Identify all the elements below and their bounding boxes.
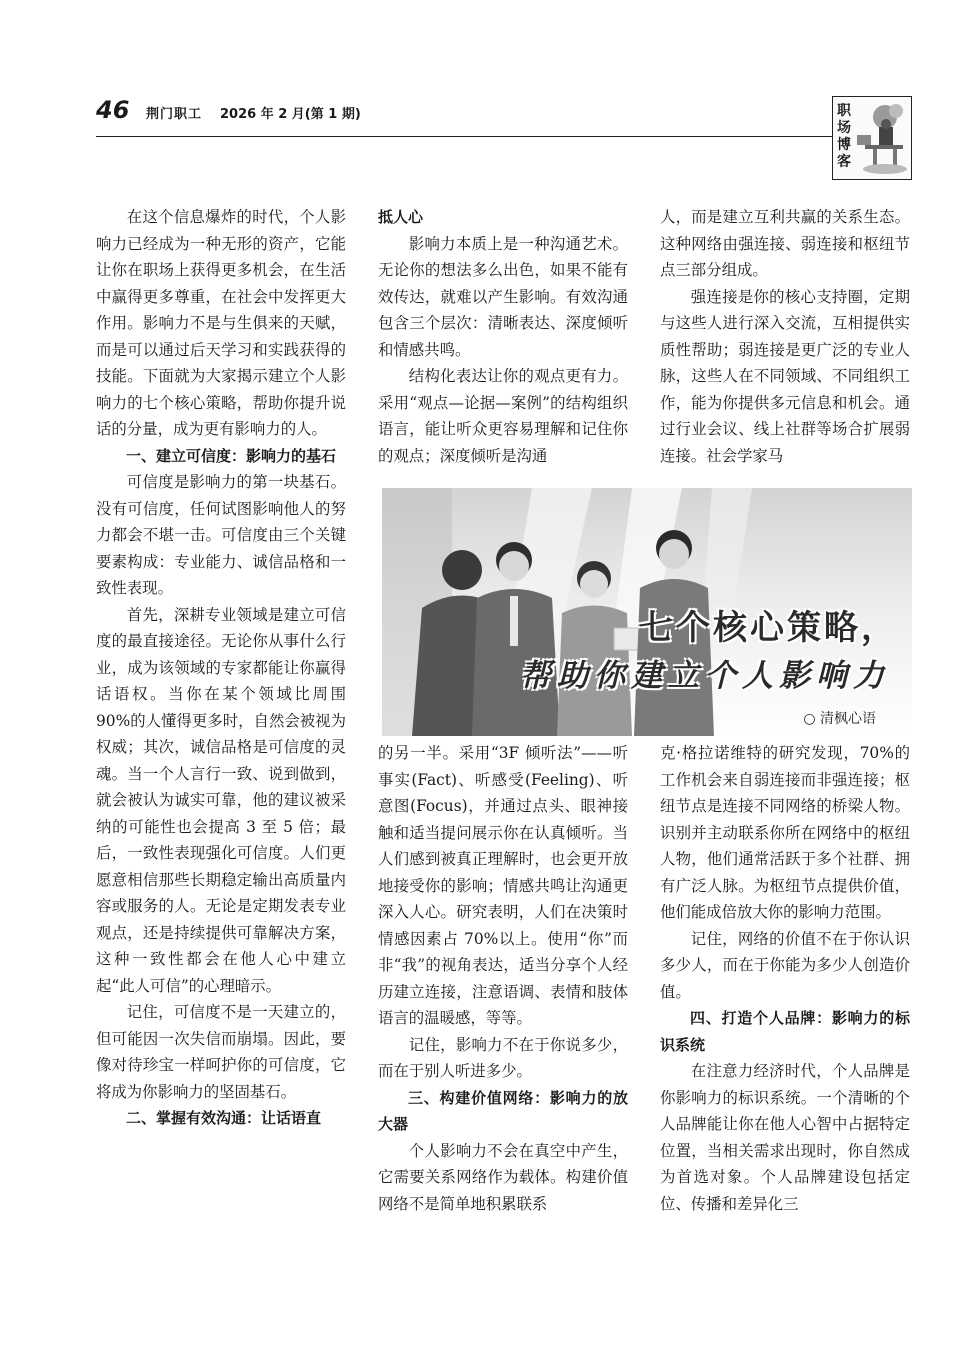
column-badge-label: 职场博客 (837, 103, 851, 170)
paragraph: 克·格拉诺维特的研究发现，70%的工作机会来自弱连接而非强连接；枢纽节点是连接不同网络的桥梁人物。识别并主动联系你所在网络中的枢纽人物，他们通常活跃于多个社群、拥有广泛人脉。为枢纽节点提供价值，他们能成倍放大你的影响力范围。 (660, 744, 910, 921)
column-2-bottom (378, 740, 628, 1217)
column-3-top (660, 204, 910, 469)
column-3-bottom (660, 740, 910, 1217)
office-worker-icon (833, 97, 911, 179)
paragraph: 个人影响力不会在真空中产生，它需要关系网络作为载体。构建价值网络不是简单地积累联系 (378, 1141, 628, 1213)
paragraph: 记住，网络的价值不在于你认识多少人，而在于你能为多少人创造价值。 (660, 929, 910, 1001)
paragraph: 影响力本质上是一种沟通艺术。无论你的想法多么出色，如果不能有效传达，就难以产生影响。有效沟通包含三个层次：清晰表达、深度倾听和情感共鸣。 (378, 234, 628, 359)
section-heading-2: 二、掌握有效沟通：让话语直 (126, 1109, 322, 1127)
paragraph: 的另一半。采用“3F 倾听法”——听事实(Fact)、听感受(Feeling)、听意图(Focus)，并通过点头、眼神接触和适当提问展示你在认真倾听。当人们感到被真正理解时，也会更开放地接受你的影响；情感共鸣让沟通更深入人心。研究表明，人们在决策时情感因素占 70%以上。使用“你”而非“我”的视角表达，适当分享个人经历建立连接，注意语调、表情和肢体语言的温暖感，等等。 (378, 744, 628, 1027)
column-2-top (378, 204, 628, 469)
paragraph: 在这个信息爆炸的时代，个人影响力已经成为一种无形的资产，它能让你在职场上获得更多机会，在生活中赢得更多尊重，在社会中发挥更大作用。影响力不是与生俱来的天赋，而是可以通过后天学习和实践获得的技能。下面就为大家揭示建立个人影响力的七个核心策略，帮助你提升说话的分量，成为更有影响力的人。 (96, 208, 346, 438)
paragraph: 记住，可信度不是一天建立的，但可能因一次失信而崩塌。因此，要像对待珍宝一样呵护你的可信度，它将成为你影响力的坚固基石。 (96, 1003, 346, 1101)
section-heading-2-cont: 抵人心 (378, 208, 424, 226)
page-number: 46 (96, 96, 130, 124)
paragraph: 人，而是建立互利共赢的关系生态。这种网络由强连接、弱连接和枢纽节点三部分组成。 (660, 208, 910, 279)
column-1 (96, 204, 346, 1132)
paragraph: 记住，影响力不在于你说多少，而在于别人听进多少。 (378, 1035, 628, 1080)
issue-date: 2026 年 2 月(第 1 期) (220, 107, 361, 122)
article-title-line-1: 七个核心策略， (639, 608, 898, 648)
paragraph: 首先，深耕专业领域是建立可信度的最直接途径。无论你从事什么行业，成为该领域的专家都能让你赢得话语权。当你在某个领域比周围 90%的人懂得更多时，自然会被视为权威；其次，诚信品格是可信度的灵魂。当一个人言行一致、说到做到，就会被认为诚实可靠，他的建议被采纳的可能性也会提高 3 至 5 倍；最后，一致性表现强化可信度。人们更愿意相信那些长期稳定输出高质量内容或服务的人。无论是定期发表专业观点，还是持续提供可靠解决方案，这种一致性都会在他人心中建立起“此人可信”的心理暗示。 (96, 605, 346, 995)
section-heading-3: 三、构建价值网络：影响力的放大器 (378, 1088, 628, 1133)
section-heading-1: 一、建立可信度：影响力的基石 (126, 446, 337, 465)
section-heading-4: 四、打造个人品牌：影响力的标识系统 (660, 1009, 910, 1054)
article-byline: ○ 清枫心语 (803, 711, 876, 727)
page-header (96, 96, 832, 137)
paragraph: 强连接是你的核心支持圈，定期与这些人进行深入交流，互相提供实质性帮助；弱连接是更广泛的专业人脉，这些人在不同领域、不同组织工作，能为你提供多元信息和机会。通过行业会议、线上社群等场合扩展弱连接。社会学家马 (660, 287, 910, 465)
magazine-name: 荆门职工 (146, 107, 203, 122)
paragraph: 在注意力经济时代，个人品牌是你影响力的标识系统。一个清晰的个人品牌能让你在他人心智中占据特定位置，当相关需求出现时，你自然成为首选对象。个人品牌建设包括定位、传播和差异化三 (660, 1062, 910, 1213)
column-badge (832, 96, 912, 180)
article-banner (382, 488, 912, 736)
article-title-line-2: 帮助你建立个人影响力 (520, 658, 890, 694)
paragraph: 可信度是影响力的第一块基石。没有可信度，任何试图影响他人的努力都会不堪一击。可信度由三个关键要素构成：专业能力、诚信品格和一致性表现。 (96, 473, 346, 597)
paragraph: 结构化表达让你的观点更有力。采用“观点—论据—案例”的结构组织语言，能让听众更容易理解和记住你的观点；深度倾听是沟通 (378, 367, 628, 465)
